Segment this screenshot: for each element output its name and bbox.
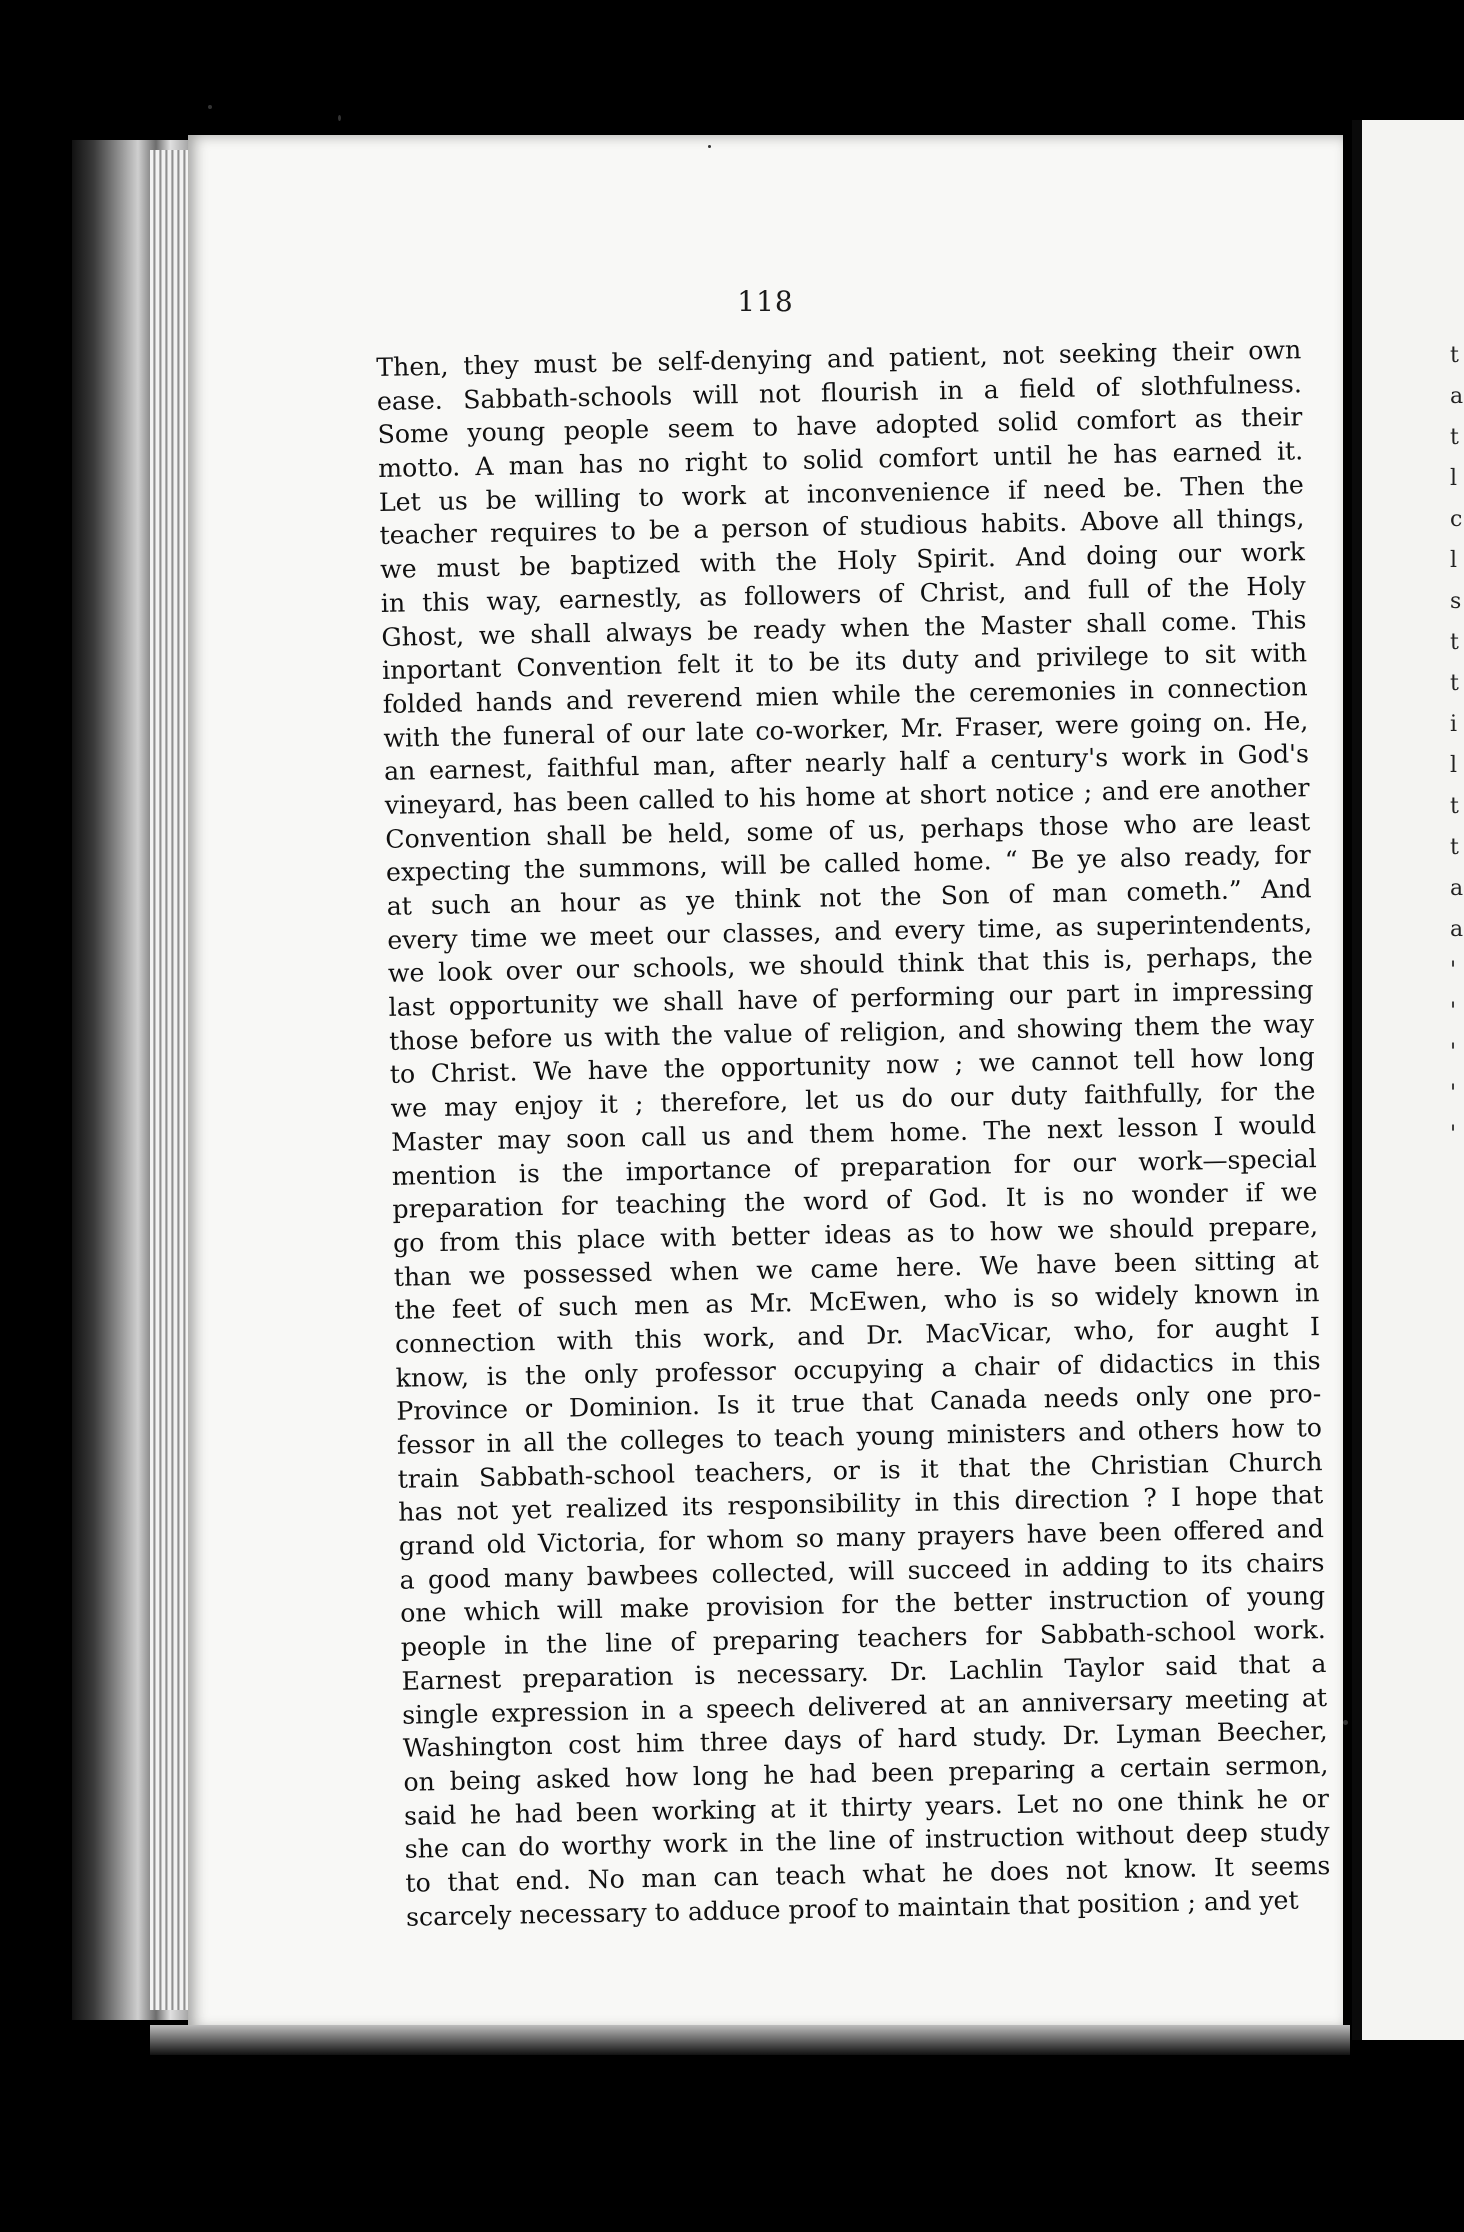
text-line: every time we meet our classes, and every time, as superintendents, (387, 907, 1313, 955)
scan-speck (708, 145, 711, 148)
text-line: grand old Victoria, for whom so many prayers have been offered and (398, 1514, 1325, 1561)
text-line: Convention shall be held, some of us, perhaps those who are least (385, 806, 1311, 854)
text-line: on being asked how long he had been preparing a certain sermon, (403, 1749, 1329, 1797)
page-bottom-edge (150, 2025, 1350, 2055)
adjacent-page-letter: ' (1450, 1122, 1457, 1147)
text-line: teacher requires to be a person of studious habits. Above all things, (379, 503, 1305, 551)
adjacent-page-letter: c (1450, 507, 1463, 532)
text-line: we must be baptized with the Holy Spirit. And doing our work (379, 537, 1306, 585)
text-line: one which will make provision for the better instruction of young (399, 1581, 1326, 1629)
text-line: go from this place with better ideas as to how we should prepare, (392, 1210, 1319, 1258)
adjacent-page-letter: a (1450, 876, 1464, 901)
page-number: 118 (737, 285, 794, 318)
adjacent-page-letter: t (1450, 794, 1459, 819)
text-line: than we possessed when we came here. We have been sitting at (393, 1244, 1319, 1292)
text-line: scarcely necessary to adduce proof to maintain that position ; and yet (405, 1885, 1299, 1932)
text-line: said he had been working at it thirty years. Let no one think he or (403, 1783, 1330, 1831)
adjacent-page-text (1450, 335, 1464, 1155)
text-line: Earnest preparation is necessary. Dr. Lachlin Taylor said that a (401, 1648, 1327, 1696)
text-line: know, is the only professor occupying a chair of didactics in this (395, 1345, 1321, 1393)
text-line: last opportunity we shall have of performing our part in impressing (388, 975, 1314, 1022)
text-line: we may enjoy it ; therefore, let us do our duty faithfully, for the (390, 1076, 1316, 1123)
scan-speck (1343, 1720, 1348, 1725)
adjacent-page-letter: ' (1450, 999, 1457, 1024)
text-line: Ghost, we shall always be ready when the Master shall come. This (381, 604, 1307, 652)
text-line: Province or Dominion. Is it true that Canada needs only one pro- (396, 1379, 1322, 1427)
text-line: single expression in a speech delivered at an anniversary meeting at (401, 1682, 1328, 1730)
text-line: expecting the summons, will be called home. “ Be ye also ready, for (385, 840, 1312, 888)
text-line: those before us with the value of religion, and showing them the way (388, 1008, 1315, 1056)
adjacent-page-letter: ' (1450, 958, 1457, 983)
text-line: folded hands and reverend mien while the ceremonies in connection (382, 672, 1308, 719)
adjacent-page-letter: a (1450, 917, 1464, 942)
text-line: vineyard, has been called to his home at short notice ; and ere another (384, 773, 1310, 820)
adjacent-page-letter: l (1450, 548, 1458, 573)
text-line: at such an hour as ye think not the Son of man cometh.” And (386, 874, 1312, 921)
text-line: Then, they must be self-denying and patient, not seeking their own (376, 335, 1302, 382)
text-line: the feet of such men as Mr. McEwen, who is so widely known in (394, 1278, 1320, 1326)
adjacent-page-letter: s (1450, 589, 1462, 614)
adjacent-page-letter: ' (1450, 1081, 1457, 1106)
text-line: fessor in all the colleges to teach young ministers and others how to (396, 1413, 1323, 1460)
text-line: an earnest, faithful man, after nearly half a century's work in God's (383, 739, 1310, 787)
adjacent-page-letter: i (1450, 712, 1458, 737)
adjacent-page-letter: t (1450, 343, 1459, 368)
text-line: she can do worthy work in the line of instruction without deep study (404, 1817, 1330, 1864)
scan-speck (338, 115, 341, 121)
text-line: preparation for teaching the word of God. It is no wonder if we (392, 1177, 1318, 1225)
text-line: with the funeral of our late co-worker, Mr. Fraser, were going on. He, (383, 705, 1309, 753)
text-line: inportant Convention felt it to be its duty and privilege to sit with (381, 638, 1308, 686)
text-line: a good many bawbees collected, will succeed in adding to its chairs (399, 1547, 1325, 1595)
adjacent-page-letter: t (1450, 425, 1459, 450)
text-line: Let us be willing to work at inconvenience if need be. Then the (378, 469, 1305, 517)
text-line: mention is the importance of preparation for our work—special (391, 1143, 1317, 1191)
book-page (188, 135, 1343, 2030)
text-line: to that end. No man can teach what he does not know. It seems (405, 1850, 1331, 1898)
adjacent-page-letter: t (1450, 630, 1459, 655)
page-edges (150, 150, 190, 2010)
adjacent-page-letter: l (1450, 753, 1458, 778)
text-line: people in the line of preparing teachers for Sabbath-school work. (400, 1615, 1326, 1662)
adjacent-page-letter: t (1450, 671, 1459, 696)
text-line: Some young people seem to have adopted solid comfort as their (377, 402, 1303, 450)
adjacent-page-letter: t (1450, 835, 1459, 860)
text-line: to Christ. We have the opportunity now ; we cannot tell how long (389, 1042, 1316, 1090)
text-line: ease. Sabbath-schools will not flourish in a field of slothfulness. (376, 368, 1303, 416)
page-gap-shadow (1352, 120, 1362, 2040)
text-line: train Sabbath-school teachers, or is it that the Christian Church (397, 1446, 1323, 1494)
scan-speck (208, 105, 212, 109)
text-line: in this way, earnestly, as followers of Christ, and full of the Holy (380, 571, 1306, 618)
adjacent-page (1362, 120, 1464, 2040)
text-line: has not yet realized its responsibility in this direction ? I hope that (398, 1480, 1324, 1528)
text-line: motto. A man has no right to solid comfort until he has earned it. (377, 436, 1304, 484)
adjacent-page-letter: l (1450, 466, 1458, 491)
text-line: Washington cost him three days of hard study. Dr. Lyman Beecher, (402, 1716, 1328, 1763)
adjacent-page-letter: ' (1450, 1040, 1457, 1065)
page-body-text (376, 333, 1331, 1934)
adjacent-page-letter: a (1450, 384, 1464, 409)
text-line: connection with this work, and Dr. MacVicar, who, for aught I (394, 1311, 1321, 1359)
text-line: Master may soon call us and them home. The next lesson I would (390, 1109, 1317, 1157)
text-line: we look over our schools, we should think that this is, perhaps, the (387, 941, 1314, 989)
